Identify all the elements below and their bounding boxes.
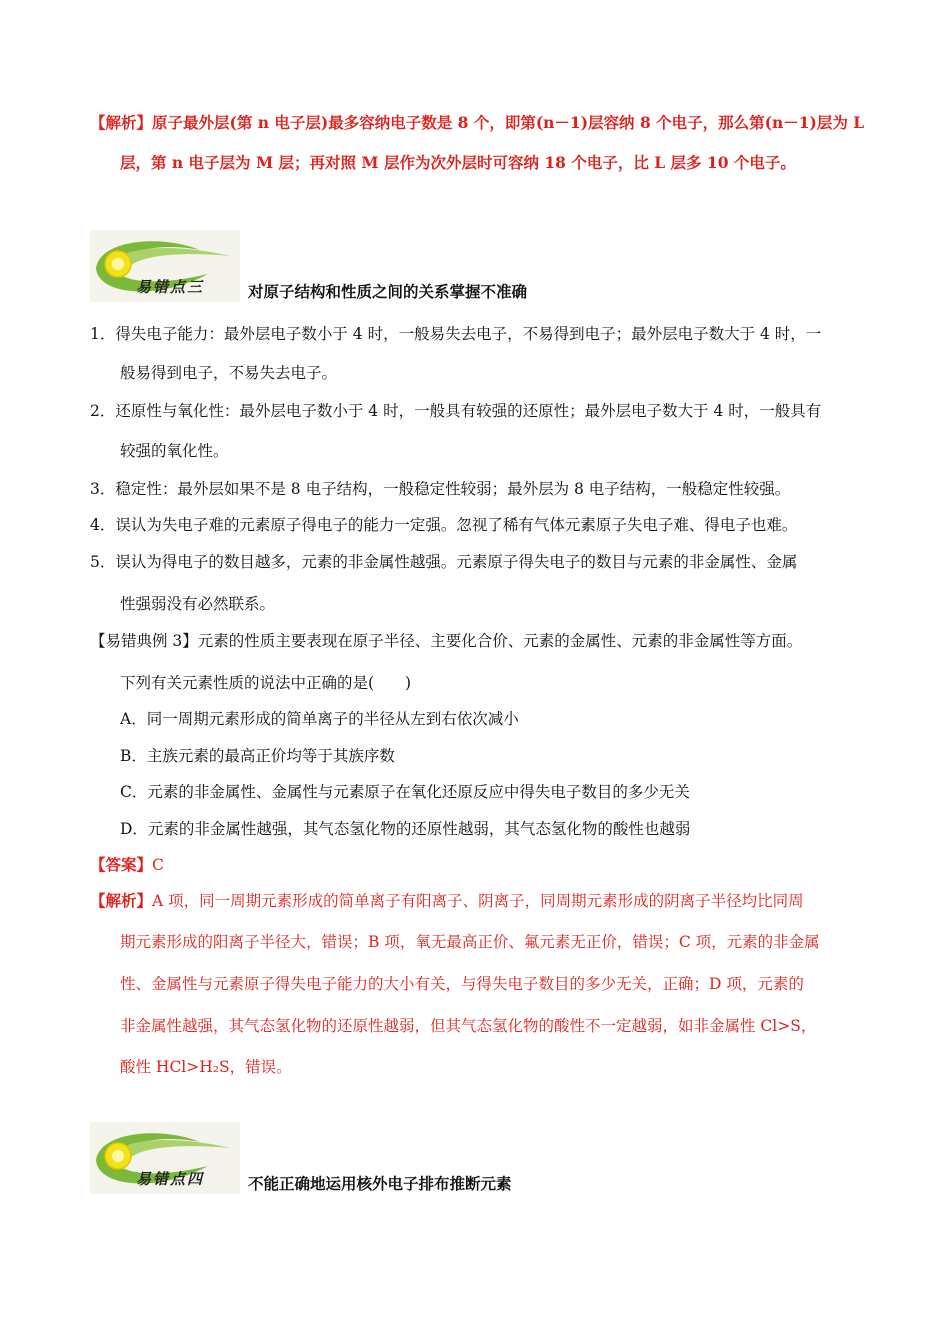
analysis-text-1: 原子最外层(第 n 电子层)最多容纳电子数是 8 个，即第(n－1)层容纳 8 个电子，那么第(n－1)层为 L — [152, 113, 865, 132]
option-d: D．元素的非金属性越强，其气态氢化物的还原性越弱，其气态氢化物的酸性也越弱 — [120, 820, 691, 838]
analysis-b-line-1 — [90, 890, 804, 912]
analysis-line-2: 层，第 n 电子层为 M 层；再对照 M 层作为次外层时可容纳 18 个电子，比 L 层多 10 个电子。 — [120, 153, 796, 172]
analysis-line-1 — [90, 112, 864, 134]
analysis-b-line-2: 期元素形成的阳离子半径大，错误；B 项，氧无最高正价、氟元素无正价，错误；C 项，元素的非金属 — [120, 933, 820, 951]
analysis-b-line-3: 性、金属性与元素原子得失电子能力的大小有关，与得失电子数目的多少无关，正确；D 项，元素的 — [120, 975, 804, 993]
section-header-4 — [90, 1122, 570, 1202]
analysis-b-line-5: 酸性 HCl>H₂S，错误。 — [120, 1058, 292, 1076]
option-a: A．同一周期元素形成的简单离子的半径从左到右依次减小 — [120, 710, 519, 728]
point-1-line-2: 般易得到电子，不易失去电子。 — [120, 364, 338, 382]
example-intro: 元素的性质主要表现在原子半径、主要化合价、元素的金属性、元素的非金属性等方面。 — [197, 632, 803, 650]
section-badge: 易错点四 — [136, 1170, 205, 1188]
example-tag: 【易错典例 3】 — [90, 632, 198, 650]
section-title: 对原子结构和性质之间的关系掌握不准确 — [248, 283, 528, 301]
analysis-b-tag: 【解析】 — [90, 891, 153, 910]
example-intro-line — [90, 630, 802, 652]
point-3-line-1: 3．稳定性：最外层如果不是 8 电子结构，一般稳定性较弱；最外层为 8 电子结构，一般稳定性较强。 — [90, 480, 791, 498]
section-title: 不能正确地运用核外电子排布推断元素 — [248, 1175, 512, 1193]
point-2-line-1: 2．还原性与氧化性：最外层电子数小于 4 时，一般具有较强的还原性；最外层电子数大于 4 时，一般具有 — [90, 402, 822, 420]
point-2-line-2: 较强的氧化性。 — [120, 442, 229, 460]
answer-line — [90, 854, 164, 876]
analysis-b-line-4: 非金属性越强，其气态氢化物的还原性越弱，但其气态氢化物的酸性不一定越弱，如非金属性 Cl>S， — [120, 1017, 817, 1035]
example-question: 下列有关元素性质的说法中正确的是( ) — [120, 674, 412, 692]
point-1-line-1: 1．得失电子能力：最外层电子数小于 4 时，一般易失去电子，不易得到电子；最外层电子数大于 4 时，一 — [90, 325, 822, 343]
section-badge: 易错点三 — [136, 278, 205, 296]
option-b: B．主族元素的最高正价均等于其族序数 — [120, 747, 395, 765]
point-5-line-2: 性强弱没有必然联系。 — [120, 595, 276, 613]
point-4-line-1: 4．误认为失电子难的元素原子得电子的能力一定强。忽视了稀有气体元素原子失电子难、得电子也难。 — [90, 516, 798, 534]
section-header-3 — [90, 230, 570, 310]
answer-value: C — [152, 856, 164, 874]
option-c: C．元素的非金属性、金属性与元素原子在氧化还原反应中得失电子数目的多少无关 — [120, 783, 690, 801]
analysis-b-text-1: A 项，同一周期元素形成的简单离子有阳离子、阴离子，同周期元素形成的阴离子半径均比同周 — [152, 892, 804, 910]
point-5-line-1: 5．误认为得电子的数目越多，元素的非金属性越强。元素原子得失电子的数目与元素的非金属性、金属 — [90, 553, 798, 571]
answer-tag: 【答案】 — [90, 855, 153, 874]
analysis-tag: 【解析】 — [90, 113, 153, 132]
